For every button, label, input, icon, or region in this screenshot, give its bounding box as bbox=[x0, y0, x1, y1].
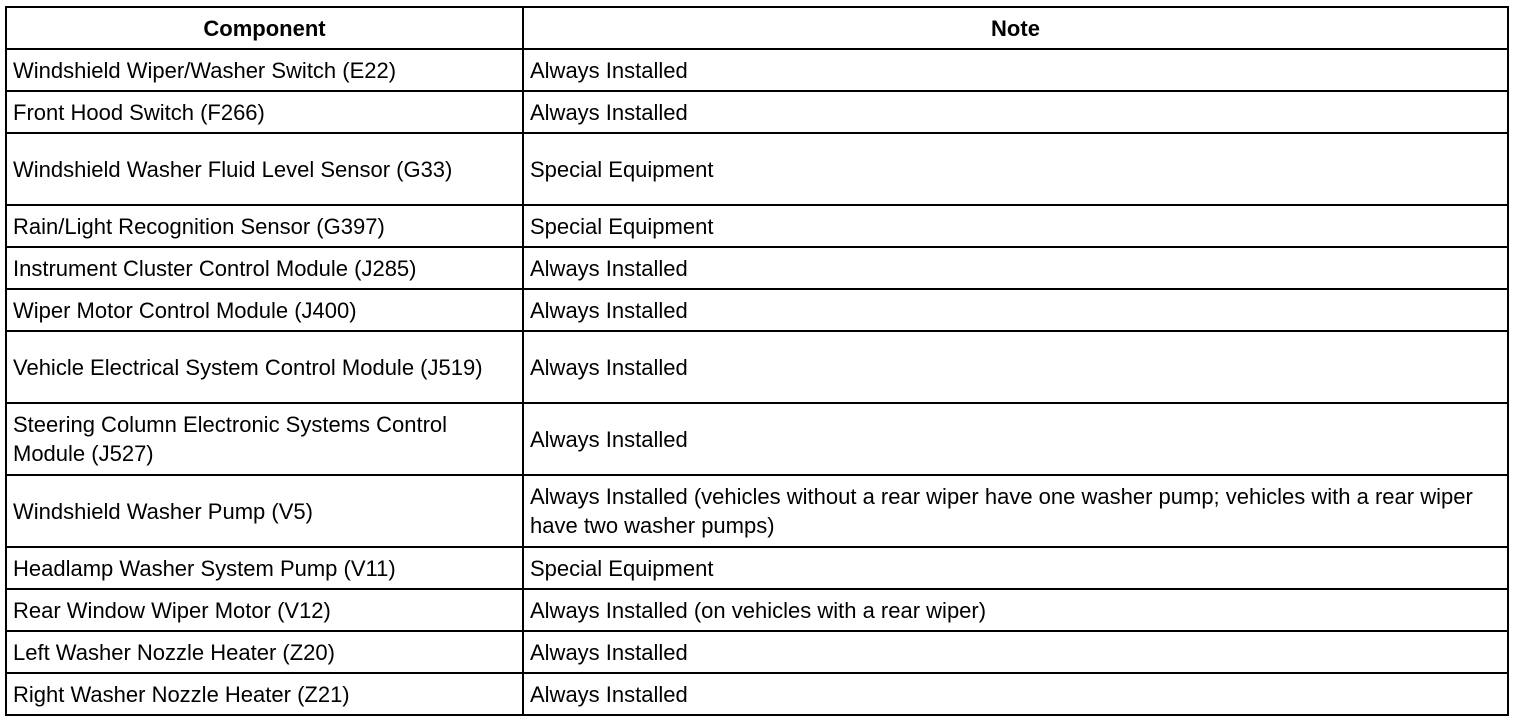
component-cell: Rear Window Wiper Motor (V12) bbox=[6, 589, 523, 631]
note-cell: Always Installed bbox=[523, 289, 1508, 331]
component-cell: Vehicle Electrical System Control Module (J519) bbox=[6, 331, 523, 403]
note-cell: Always Installed bbox=[523, 91, 1508, 133]
note-cell: Always Installed bbox=[523, 403, 1508, 475]
note-cell: Special Equipment bbox=[523, 133, 1508, 205]
table-header-row bbox=[6, 7, 1508, 49]
component-cell: Headlamp Washer System Pump (V11) bbox=[6, 547, 523, 589]
table-row bbox=[6, 475, 1508, 547]
column-header-note: Note bbox=[523, 7, 1508, 49]
component-cell: Rain/Light Recognition Sensor (G397) bbox=[6, 205, 523, 247]
table-row bbox=[6, 247, 1508, 289]
note-cell: Always Installed bbox=[523, 331, 1508, 403]
note-cell: Always Installed (on vehicles with a rear wiper) bbox=[523, 589, 1508, 631]
table-row bbox=[6, 589, 1508, 631]
table-row bbox=[6, 289, 1508, 331]
table-row bbox=[6, 49, 1508, 91]
note-cell: Always Installed (vehicles without a rear wiper have one washer pump; vehicles with a rear wiper have two washer pumps) bbox=[523, 475, 1508, 547]
component-cell: Front Hood Switch (F266) bbox=[6, 91, 523, 133]
table-row bbox=[6, 403, 1508, 475]
component-cell: Windshield Washer Fluid Level Sensor (G33) bbox=[6, 133, 523, 205]
table-row bbox=[6, 133, 1508, 205]
note-cell: Always Installed bbox=[523, 247, 1508, 289]
table-row bbox=[6, 673, 1508, 715]
component-cell: Wiper Motor Control Module (J400) bbox=[6, 289, 523, 331]
component-table-container bbox=[5, 6, 1507, 716]
component-cell: Windshield Wiper/Washer Switch (E22) bbox=[6, 49, 523, 91]
component-table bbox=[5, 6, 1509, 716]
table-row bbox=[6, 547, 1508, 589]
note-cell: Always Installed bbox=[523, 673, 1508, 715]
component-cell: Left Washer Nozzle Heater (Z20) bbox=[6, 631, 523, 673]
column-header-component: Component bbox=[6, 7, 523, 49]
table-row bbox=[6, 631, 1508, 673]
note-cell: Always Installed bbox=[523, 631, 1508, 673]
component-cell: Right Washer Nozzle Heater (Z21) bbox=[6, 673, 523, 715]
table-row bbox=[6, 205, 1508, 247]
component-cell: Windshield Washer Pump (V5) bbox=[6, 475, 523, 547]
table-row bbox=[6, 331, 1508, 403]
note-cell: Always Installed bbox=[523, 49, 1508, 91]
component-cell: Instrument Cluster Control Module (J285) bbox=[6, 247, 523, 289]
table-row bbox=[6, 91, 1508, 133]
note-cell: Special Equipment bbox=[523, 205, 1508, 247]
component-cell: Steering Column Electronic Systems Control Module (J527) bbox=[6, 403, 523, 475]
note-cell: Special Equipment bbox=[523, 547, 1508, 589]
